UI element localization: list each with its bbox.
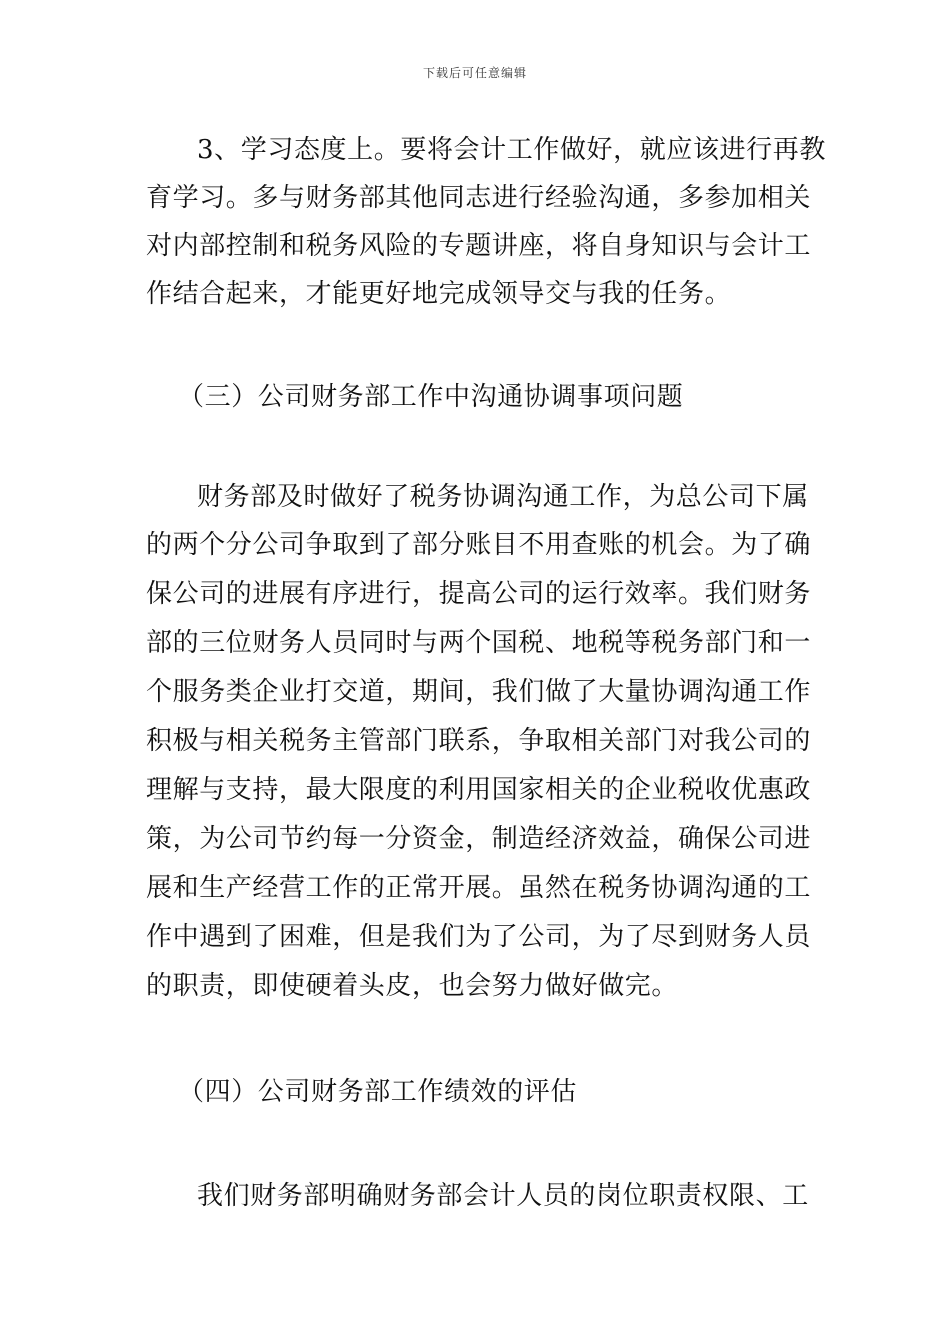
paragraph-line: 的职责，即使硬着头皮，也会努力做好做完。 bbox=[146, 971, 679, 1001]
paragraph-line: 保公司的进展有序进行，提高公司的运行效率。我们财务 bbox=[146, 579, 812, 609]
paragraph-line: 我们财务部明确财务部会计人员的岗位职责权限、工 bbox=[197, 1181, 809, 1211]
paragraph-line: 作结合起来，才能更好地完成领导交与我的任务。 bbox=[146, 279, 732, 309]
paragraph-line: 个服务类企业打交道，期间，我们做了大量协调沟通工作 bbox=[146, 677, 812, 707]
section-heading: （三）公司财务部工作中沟通协调事项问题 bbox=[178, 382, 684, 412]
paragraph-line: 理解与支持，最大限度的利用国家相关的企业税收优惠政 bbox=[146, 775, 812, 805]
paragraph-line: 展和生产经营工作的正常开展。虽然在税务协调沟通的工 bbox=[146, 873, 812, 903]
paragraph-line: 的两个分公司争取到了部分账目不用查账的机会。为了确 bbox=[146, 530, 812, 560]
paragraph-line: 作中遇到了困难，但是我们为了公司，为了尽到财务人员 bbox=[146, 922, 812, 952]
section-heading: （四）公司财务部工作绩效的评估 bbox=[178, 1077, 578, 1107]
page-header: 下载后可任意编辑 bbox=[422, 66, 527, 80]
paragraph-line: 积极与相关税务主管部门联系，争取相关部门对我公司的 bbox=[146, 726, 812, 756]
paragraph-line: 3、学习态度上。要将会计工作做好，就应该进行再教 bbox=[197, 135, 826, 165]
paragraph-line: 育学习。多与财务部其他同志进行经验沟通，多参加相关 bbox=[146, 183, 812, 213]
paragraph-line: 策，为公司节约每一分资金，制造经济效益，确保公司进 bbox=[146, 824, 812, 854]
paragraph-line: 对内部控制和税务风险的专题讲座，将自身知识与会计工 bbox=[146, 231, 812, 261]
paragraph-line: 部的三位财务人员同时与两个国税、地税等税务部门和一 bbox=[146, 628, 812, 658]
paragraph-line: 财务部及时做好了税务协调沟通工作，为总公司下属 bbox=[197, 482, 809, 512]
